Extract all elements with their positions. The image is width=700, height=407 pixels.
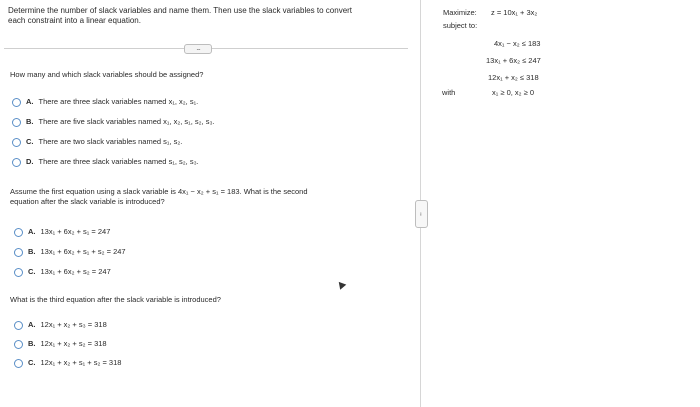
q3-option-b[interactable]: B. 12x₁ + x₂ + s₂ = 318 [14,339,107,349]
q1-option-c[interactable]: C. There are two slack variables named s₁, s₂. [12,137,182,147]
radio-button[interactable] [14,248,23,257]
q2-option-a[interactable]: A. 13x₁ + 6x₂ + s₁ = 247 [14,227,110,237]
option-text: 12x₁ + x₂ + s₃ = 318 [40,320,107,329]
radio-button[interactable] [12,138,21,147]
with-label: with [442,88,456,97]
intro-line-1: Determine the number of slack variables and name them. Then use the slack variables to convert [8,6,353,15]
q3-option-c[interactable]: C. 12x₁ + x₂ + s₁ + s₂ = 318 [14,358,121,368]
question-2-prompt: Assume the first equation using a slack variable is 4x₁ − x₂ + s₁ = 183. What is the second equation after the slack variable is introduced? [10,187,308,206]
q1-option-b[interactable]: B. There are five slack variables named x₁, x₂, s₁, s₂, s₃. [12,117,215,127]
expand-handle[interactable]: ..... [184,44,212,54]
radio-button[interactable] [14,359,23,368]
problem-statement [8,6,413,26]
radio-button[interactable] [14,321,23,330]
question-1-prompt: How many and which slack variables should be assigned? [10,70,204,79]
constraint-1: 4x₁ − x₂ ≤ 183 [494,39,541,48]
constraint-3: 12x₁ + x₂ ≤ 318 [488,73,539,82]
mouse-cursor-icon [336,279,347,290]
objective-function: z = 10x₁ + 3x₂ [491,8,538,17]
intro-line-2: each constraint into a linear equation. [8,16,141,25]
option-text: There are five slack variables named x₁, x₂, s₁, s₂, s₃. [38,117,215,126]
maximize-label: Maximize: [443,8,477,17]
option-text: There are three slack variables named x₁, x₂, s₁. [38,97,199,106]
question-3-prompt: What is the third equation after the slack variable is introduced? [10,295,221,304]
lp-panel [440,0,700,407]
radio-button[interactable] [14,340,23,349]
q2-option-b[interactable]: B. 13x₁ + 6x₂ + s₁ + s₂ = 247 [14,247,126,257]
option-text: 12x₁ + x₂ + s₂ = 318 [40,339,107,348]
q2-option-c[interactable]: C. 13x₁ + 6x₂ + s₂ = 247 [14,267,111,277]
radio-button[interactable] [14,228,23,237]
radio-button[interactable] [12,118,21,127]
radio-button[interactable] [12,98,21,107]
option-text: 12x₁ + x₂ + s₁ + s₂ = 318 [40,358,122,367]
subject-to-label: subject to: [443,21,478,30]
option-text: There are three slack variables named s₁, s₂, s₃. [38,157,199,166]
option-text: 13x₁ + 6x₂ + s₂ = 247 [40,267,111,276]
radio-button[interactable] [14,268,23,277]
q1-option-d[interactable]: D. There are three slack variables named s₁, s₂, s₃. [12,157,199,167]
nonnegativity-constraints: x₁ ≥ 0, x₂ ≥ 0 [492,88,535,97]
option-text: 13x₁ + 6x₂ + s₁ = 247 [40,227,111,236]
constraint-2: 13x₁ + 6x₂ ≤ 247 [486,56,541,65]
option-text: 13x₁ + 6x₂ + s₁ + s₂ = 247 [40,247,126,256]
option-text: There are two slack variables named s₁, s₂. [38,137,183,146]
resize-handle[interactable]: ..... [415,200,428,228]
radio-button[interactable] [12,158,21,167]
q3-option-a[interactable]: A. 12x₁ + x₂ + s₃ = 318 [14,320,107,330]
q1-option-a[interactable]: A. There are three slack variables named x₁, x₂, s₁. [12,97,198,107]
